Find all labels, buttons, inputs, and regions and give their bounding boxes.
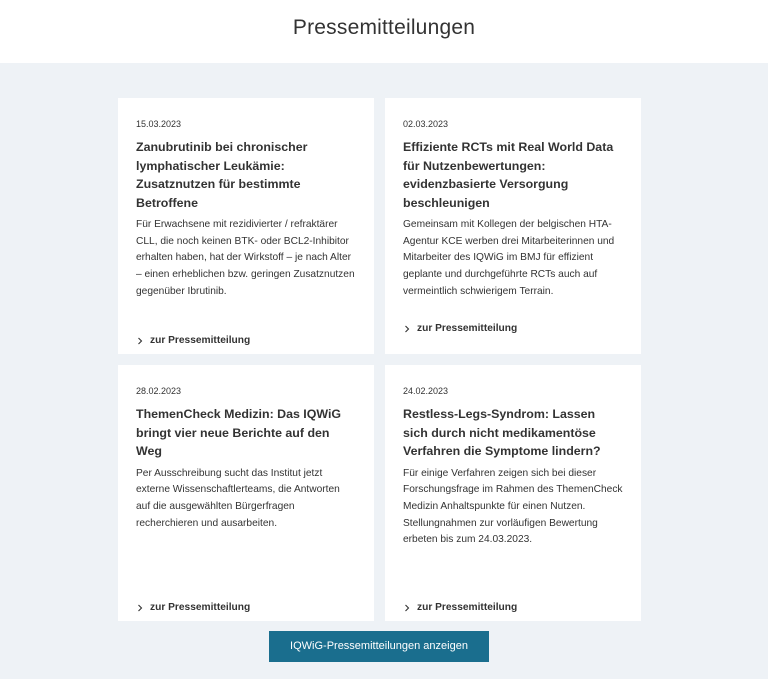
chevron-right-icon <box>136 604 144 612</box>
chevron-right-icon <box>136 337 144 345</box>
press-release-title[interactable]: ThemenCheck Medizin: Das IQWiG bringt vier neue Berichte auf den Weg <box>136 407 342 458</box>
press-release-card <box>385 365 641 621</box>
press-release-link-label: zur Pressemitteilung <box>417 323 518 334</box>
press-release-date: 24.02.2023 <box>403 386 449 396</box>
press-release-summary: Für Erwachsene mit rezidivierter / refraktärer CLL, die noch keinen BTK- oder BCL2-Inhibitor erhalten haben, hat der Wirkstoff – je nach Alter – einen erheblichen bzw. geringen Zusatznutzen gegenüber Ibrutinib. <box>136 219 355 297</box>
press-release-link[interactable] <box>136 602 250 613</box>
show-all-press-releases-button[interactable]: IQWiG-Pressemitteilungen anzeigen <box>269 631 489 662</box>
press-releases-section <box>0 63 768 679</box>
press-release-link-label: zur Pressemitteilung <box>417 602 518 613</box>
press-release-card <box>118 365 374 621</box>
press-release-link-label: zur Pressemitteilung <box>150 335 251 346</box>
press-release-date: 02.03.2023 <box>403 119 449 129</box>
page-title: Pressemitteilungen <box>292 16 476 39</box>
press-release-date: 15.03.2023 <box>136 119 182 129</box>
press-release-card <box>118 98 374 354</box>
press-release-card <box>385 98 641 354</box>
chevron-right-icon <box>403 604 411 612</box>
press-release-title[interactable]: Effiziente RCTs mit Real World Data für Nutzenbewertungen: evidenzbasierte Versorgung beschleunigen <box>403 140 614 210</box>
press-release-title[interactable]: Zanubrutinib bei chronischer lymphatischer Leukämie: Zusatznutzen für bestimmte Betroffene <box>136 140 308 210</box>
press-release-link-label: zur Pressemitteilung <box>150 602 251 613</box>
press-release-title[interactable]: Restless-Legs-Syndrom: Lassen sich durch nicht medikamentöse Verfahren die Symptome lindern? <box>403 407 601 458</box>
press-release-summary: Gemeinsam mit Kollegen der belgischen HTA-Agentur KCE werben drei Mitarbeiterinnen und Mitarbeiter des IQWiG im BMJ für effizient geplante und durchgeführte RCTs auch auf vermeintlich schwierigem Terrain. <box>403 219 615 297</box>
page-header <box>0 0 768 63</box>
press-release-link[interactable] <box>403 323 517 334</box>
press-release-link[interactable] <box>403 602 517 613</box>
press-release-summary: Für einige Verfahren zeigen sich bei dieser Forschungsfrage im Rahmen des ThemenCheck Medizin Anhaltspunkte für einen Nutzen. Stellungnahmen zur vorläufigen Bewertung erbeten bis zum 24.03.2023. <box>403 467 623 546</box>
chevron-right-icon <box>403 325 411 333</box>
press-release-date: 28.02.2023 <box>136 386 182 396</box>
press-release-link[interactable] <box>136 335 250 346</box>
press-release-summary: Per Ausschreibung sucht das Institut jetzt externe Wissenschaftlerteams, die Antworten auf die ausgewählten Bürgerfragen recherchieren und ausarbeiten. <box>136 467 340 529</box>
